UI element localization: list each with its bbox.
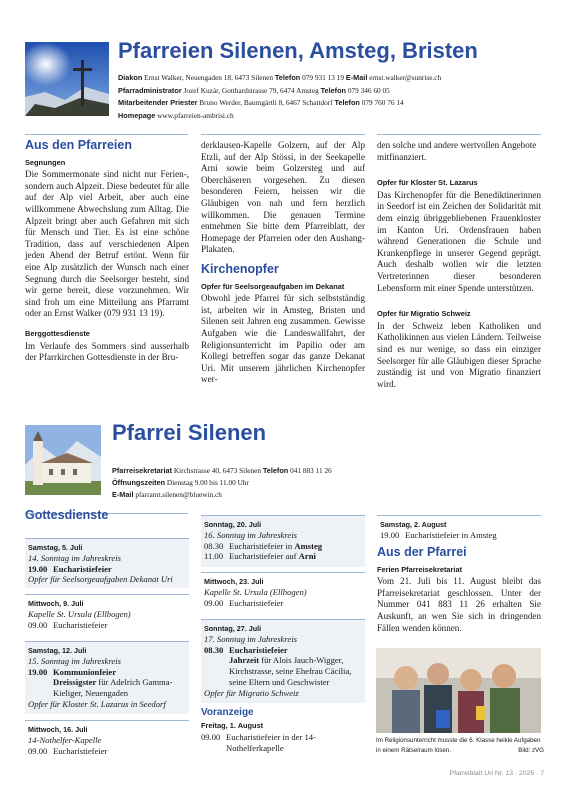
- service-entry: Sonntag, 20. Juli 16. Sonntag im Jahreskreis 08.30 Eucharistiefeier in Amsteg 11.00 Eucharistiefeier auf Arni: [201, 515, 365, 567]
- pfarrei-news: [377, 545, 541, 634]
- page-footer: Pfarreiblatt Uri Nr. 13 · 2025 · 7: [449, 770, 544, 777]
- contact-line: Pfarreisekretariat Kirchstrasse 40, 6473 Silenen Telefon 041 883 11 26: [112, 466, 332, 475]
- service-entry: Mittwoch, 9. Juli Kapelle St. Ursula (Ellbogen) 09.00 Eucharistiefeier: [25, 594, 189, 636]
- subheading: Opfer für Kloster St. Lazarus: [377, 178, 478, 188]
- service-entry: Samstag, 5. Juli 14. Sonntag im Jahreskreis 19.00 Eucharistiefeier Opfer für Seelsorgeaufgaben Dekanat Uri: [25, 538, 189, 588]
- subheading: Opfer für Seelsorgeaufgaben im Dekanat: [201, 281, 345, 291]
- paragraph: Vom 21. Juli bis 11. August bleibt das Pfarreisekretariat geschlossen. Unter der Nummer 041 883 11 26 erhalten Sie Auskunft, an wen Sie sich in dringenden Fällen wenden können.: [377, 576, 541, 633]
- service-entry: Mittwoch, 23. Juli Kapelle St. Ursula (Ellbogen) 09.00 Eucharistiefeier: [201, 572, 365, 614]
- paragraph: Die Sommermonate sind nicht nur Ferien-, sondern auch Alpzeit. Diese bedeutet für alle auf der Alp viel Arbeit, aber auch eine willkommene Abwechslung zum Alltag. Die Alpzeit bringt aber auch Gefahren mit sich für Mensch und Tier. Es ist eine schöne Tradition, dass auf verschiedenen Alpen jeden Abend der Betruf ertönt. Wenn für eine Alp zusätzlich der Wunsch nach einer Segnung durch die Seelsorger besteht, sind wir gerne bereit, diese vorzunehmen. Wir sind froh um eine Mitteilung ans Pfarramt oder an Ernst Walker (079 931 13 19).: [25, 169, 189, 319]
- contact-line: Diakon Ernst Walker, Neuengaden 18, 6473 Silenen Telefon 079 931 13 19 E-Mail ernst.walker@sunrise.ch: [118, 73, 442, 82]
- subheading: Opfer für Migratio Schweiz: [377, 309, 471, 319]
- email-link[interactable]: ernst.walker@sunrise.ch: [367, 73, 442, 82]
- voranzeige-block: Voranzeige Freitag, 1. August 09.00 Eucharistiefeier in der 14-Nothelferkapelle: [201, 706, 365, 754]
- mountain-cross-photo: [25, 42, 109, 116]
- paragraph: den solche und andere wertvollen Angebote mitfinanziert.: [377, 140, 537, 162]
- subheading: Berggottesdienste: [25, 328, 90, 338]
- paragraph: derklausen-Kapelle Golzern, auf der Alp Etzli, auf der Alp Stössi, in der Seekapelle Arni sowie beim Golzersteg und auf Oberchäseren vorgesehen. Zu diesen besonderen Feiern, heissen wir die Gläubigen von nah und fern herzlich willkommen. Die genauen Termine entnehmen Sie bitte dem Pfarreiblatt, der Homepage der Pfarreien oder den Aushang-Plakaten.: [201, 140, 365, 255]
- church-photo: [25, 425, 101, 495]
- column-3: [377, 140, 541, 390]
- contact-block: [118, 72, 548, 122]
- contact-line: Mitarbeitender Priester Bruno Werder, Baumgärtli 8, 6467 Schattdorf Telefon 079 760 76 14: [118, 98, 404, 108]
- section-heading: Aus den Pfarreien: [25, 138, 132, 152]
- service-entry: Samstag, 12. Juli 15. Sonntag im Jahreskreis 19.00 Kommunionfeier Dreissigster für Adelrich Gamma-Kieliger, Neuengaden Opfer für Kloster St. Lazarus in Seedorf: [25, 641, 189, 714]
- contact-block: [112, 465, 412, 501]
- contact-line: E-Mail pfarramt.silenen@bluewin.ch: [112, 490, 222, 499]
- service-entry: Mittwoch, 16. Juli 14-Nothelfer-Kapelle 09.00 Eucharistiefeier: [25, 720, 189, 762]
- subheading: Ferien Pfarreisekretariat: [377, 564, 463, 574]
- contact-line: Pfarradministrator Jozef Kuzár, Gotthardstrasse 79, 6474 Amsteg Telefon 079 346 60 05: [118, 85, 390, 95]
- contact-line: Öffnungszeiten Dienstag 9.00 bis 11.00 Uhr: [112, 478, 249, 487]
- paragraph: In der Schweiz leben Katholiken und Katholikinnen aus vielen Ländern. Teilweise sind es nur wenige, so dass ein einziger Seelsorger für alle Gläubigen dieser Sprache zuständig ist und von Migratio finanziert wird.: [377, 320, 541, 389]
- photo-credit: Bild: zVG: [518, 747, 544, 754]
- service-entry: Sonntag, 27. Juli 17. Sonntag im Jahreskreis 08.30 Eucharistiefeier Jahrzeit für Alois Jauch-Wigger, Kirchstrasse, seine Ehefrau Cäcilia, seine Eltern und Geschwister Opfer für Migratio Schweiz: [201, 619, 365, 703]
- page-title: Pfarreien Silenen, Amsteg, Bristen: [118, 38, 478, 63]
- column-rule: [201, 134, 365, 135]
- homepage-link[interactable]: www.pfarreien-ambrisi.ch: [155, 110, 234, 120]
- section-heading: Kirchenopfer: [201, 261, 279, 276]
- column-rule: [377, 134, 541, 135]
- paragraph: Im Verlaufe des Sommers sind ausserhalb der Pfarrkirchen Gottesdienste in der Bru-: [25, 340, 189, 363]
- classroom-photo: [376, 648, 541, 733]
- column-1: [25, 132, 189, 364]
- section-heading: Gottesdienste: [25, 508, 109, 522]
- section-heading: Aus der Pfarrei: [377, 545, 467, 559]
- paragraph: Obwohl jede Pfarrei für sich selbstständig ist, arbeiten wir in Amsteg, Bristen und Silenen seit Jahren eng zusammen. Gewisse Aufgaben wie die Landeswallfahrt, der Religionsunterricht im Papilio oder am Kollegi betreffen sogar das ganze Dekanat Uri. Mit unserem jährlichen Kirchenopfer wer-: [201, 293, 365, 385]
- photo-caption: Im Religionsunterricht musste die 6. Klasse heikle Aufgaben in einem Rätselraum lösen. Bild: zVG: [376, 737, 544, 754]
- section-heading: Voranzeige: [201, 707, 254, 718]
- column-2: [201, 140, 365, 386]
- section-title: Pfarrei Silenen: [112, 420, 267, 445]
- subheading: Segnungen: [25, 157, 66, 167]
- paragraph: Das Kirchenopfer für die Benediktinerinnen in Seedorf ist ein Zeichen der Solidarität mit dem einzig übriggebliebenen Frauenkloster im Kanton Uri. Ordensfrauen haben während Generationen die Schule und Krankenpflege in unserer Gegend geprägt. Auch deshalb wollen wir die letzten Vertreterinnen dieser besonderen Lebensform mit einer Spende unterstützen.: [377, 189, 541, 293]
- contact-line: Homepage www.pfarreien-ambrisi.ch: [118, 110, 234, 120]
- email-link[interactable]: pfarramt.silenen@bluewin.ch: [133, 490, 222, 499]
- service-entry: Samstag, 2. August 19.00 Eucharistiefeier in Amsteg: [377, 515, 541, 545]
